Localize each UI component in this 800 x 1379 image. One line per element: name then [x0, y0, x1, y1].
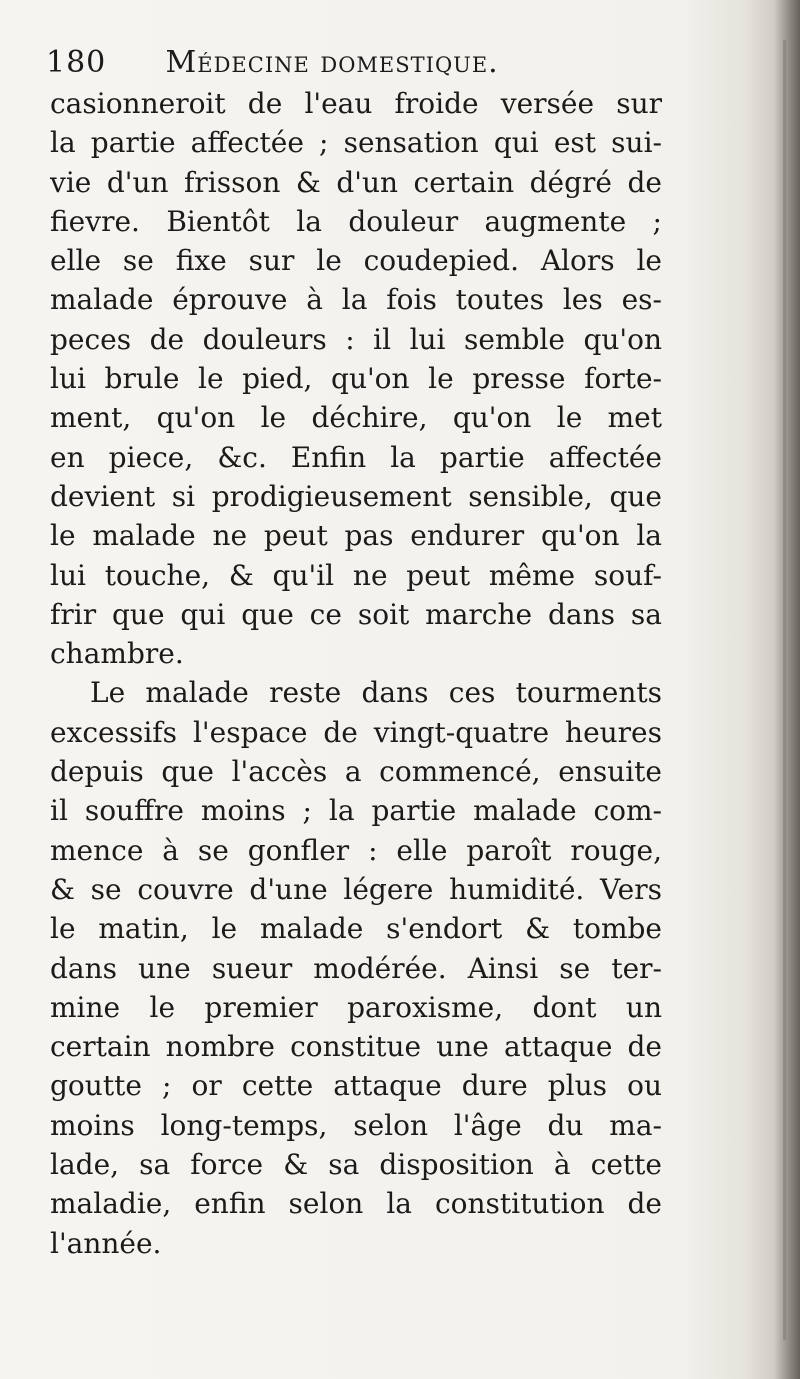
text-line: lui touche, & qu'il ne peut même souf- [50, 558, 662, 592]
text-line: lui brule le pied, qu'on le presse forte- [50, 362, 662, 396]
text-line: Le malade reste dans ces tourments [90, 676, 662, 710]
text-line: fievre. Bientôt la douleur augmente ; [50, 204, 662, 238]
text-line: peces de douleurs : il lui semble qu'on [50, 322, 662, 356]
text-line: elle se fixe sur le coudepied. Alors le [50, 244, 662, 278]
paragraph-2 [50, 673, 662, 1262]
text-line: maladie, enfin selon la constitution de [50, 1187, 662, 1221]
text-line: goutte ; or cette attaque dure plus ou [50, 1069, 662, 1103]
text-line: devient si prodigieusement sensible, que [50, 479, 662, 513]
paragraph-1 [50, 84, 662, 673]
body-text [50, 84, 662, 1263]
page-edge-shadow [774, 0, 800, 1379]
page-number: 180 [46, 45, 107, 80]
text-line: le malade ne peut pas endurer qu'on la [50, 519, 662, 553]
text-line: vie d'un frisson & d'un certain dégré de [50, 165, 662, 199]
text-line: en piece, &c. Enfin la partie affectée [50, 440, 662, 474]
text-line: mence à se gonfler : elle paroît rouge, [50, 833, 662, 867]
text-line: il souffre moins ; la partie malade com- [50, 794, 662, 828]
text-line: certain nombre constitue une attaque de [50, 1030, 662, 1064]
text-line: dans une sueur modérée. Ainsi se ter- [50, 951, 662, 985]
text-line: l'année. [50, 1226, 162, 1260]
text-line: la partie affectée ; sensation qui est sui- [50, 126, 662, 160]
text-line: depuis que l'accès a commencé, ensuite [50, 755, 662, 789]
text-line: excessifs l'espace de vingt-quatre heures [50, 715, 662, 749]
running-head [46, 40, 746, 86]
binding-edge-line [783, 40, 786, 1340]
text-line: & se couvre d'une légere humidité. Vers [50, 872, 662, 906]
text-line: chambre. [50, 637, 184, 671]
text-line: mine le premier paroxisme, dont un [50, 990, 662, 1024]
running-title: Médecine domestique. [165, 45, 499, 80]
text-line: ment, qu'on le déchire, qu'on le met [50, 401, 662, 435]
text-line: malade éprouve à la fois toutes les es- [50, 283, 662, 317]
text-line: moins long-temps, selon l'âge du ma- [50, 1108, 662, 1142]
text-line: casionneroit de l'eau froide versée sur [50, 87, 662, 120]
text-line: le matin, le malade s'endort & tombe [50, 912, 662, 946]
text-line: lade, sa force & sa disposition à cette [50, 1148, 662, 1182]
text-line: frir que qui que ce soit marche dans sa [50, 597, 662, 631]
